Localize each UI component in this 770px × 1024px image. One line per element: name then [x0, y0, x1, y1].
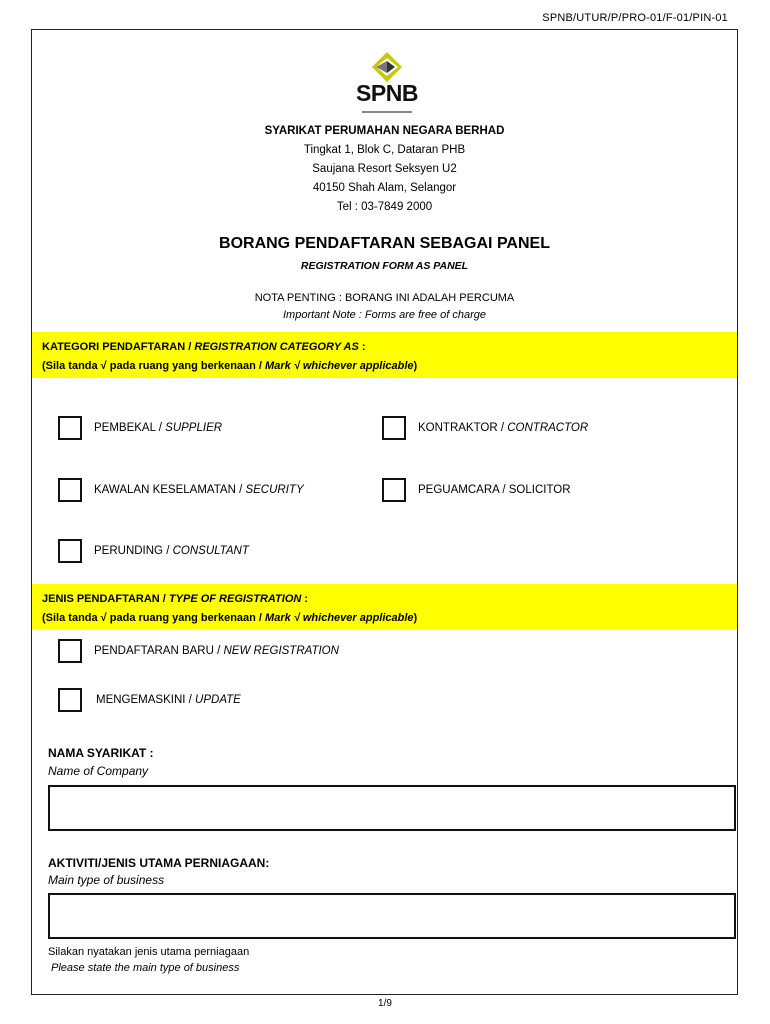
option-label: KAWALAN KESELAMATAN / SECURITY	[94, 484, 304, 496]
business-type-label-en: Main type of business	[48, 873, 165, 887]
company-name-field[interactable]	[48, 785, 736, 831]
checkbox-solicitor[interactable]	[382, 478, 406, 502]
category-option-consultant[interactable]	[58, 539, 249, 563]
logo-wordmark: SPNB	[356, 80, 418, 106]
category-option-contractor[interactable]	[382, 416, 588, 440]
form-title: BORANG PENDAFTARAN SEBAGAI PANEL	[219, 235, 550, 252]
category-option-supplier[interactable]	[58, 416, 222, 440]
checkbox-consultant[interactable]	[58, 539, 82, 563]
registration-type-heading: JENIS PENDAFTARAN / TYPE OF REGISTRATION :	[42, 593, 309, 605]
option-label: PENDAFTARAN BARU / NEW REGISTRATION	[94, 645, 339, 657]
option-label: MENGEMASKINI / UPDATE	[96, 694, 241, 706]
company-name-label-en: Name of Company	[48, 764, 149, 778]
registration-option-new[interactable]	[58, 639, 339, 663]
checkbox-update[interactable]	[58, 688, 82, 712]
important-note: NOTA PENTING : BORANG INI ADALAH PERCUMA	[254, 292, 515, 304]
address-line-1: Tingkat 1, Blok C, Dataran PHB	[303, 144, 466, 156]
page-number: 1/9	[378, 998, 392, 1009]
business-type-hint-en: Please state the main type of business	[51, 962, 240, 974]
category-section-header	[32, 332, 737, 378]
company-name-label: NAMA SYARIKAT :	[48, 746, 154, 760]
category-option-solicitor[interactable]	[382, 478, 571, 502]
registration-option-update[interactable]	[58, 688, 241, 712]
important-note-en: Important Note : Forms are free of charge	[283, 309, 486, 321]
registration-type-section-header	[32, 584, 737, 629]
business-type-hint: Silakan nyatakan jenis utama perniagaan	[48, 946, 250, 958]
address-line-2: Saujana Resort Seksyen U2	[312, 163, 457, 175]
category-instruction: (Sila tanda √ pada ruang yang berkenaan / Mark √ whichever applicable)	[42, 360, 418, 372]
logo-tagline-line	[362, 111, 412, 113]
category-option-security[interactable]	[58, 478, 304, 502]
option-label: PEMBEKAL / SUPPLIER	[94, 422, 223, 434]
spnb-logo	[352, 52, 442, 132]
company-name: SYARIKAT PERUMAHAN NEGARA BERHAD	[264, 125, 505, 137]
checkbox-security[interactable]	[58, 478, 82, 502]
form-page	[31, 29, 738, 995]
option-label: PEGUAMCARA / SOLICITOR	[418, 484, 571, 496]
option-label: KONTRAKTOR / CONTRACTOR	[418, 422, 589, 434]
address-line-3: 40150 Shah Alam, Selangor	[312, 182, 457, 194]
phone-line: Tel : 03-7849 2000	[336, 201, 433, 213]
option-label: PERUNDING / CONSULTANT	[94, 545, 249, 557]
checkbox-contractor[interactable]	[382, 416, 406, 440]
business-type-label: AKTIVITI/JENIS UTAMA PERNIAGAAN:	[48, 856, 270, 870]
checkbox-new-registration[interactable]	[58, 639, 82, 663]
form-subtitle: REGISTRATION FORM AS PANEL	[300, 260, 469, 272]
registration-type-instruction: (Sila tanda √ pada ruang yang berkenaan / Mark √ whichever applicable)	[42, 612, 418, 624]
checkbox-supplier[interactable]	[58, 416, 82, 440]
document-reference: SPNB/UTUR/P/PRO-01/F-01/PIN-01	[542, 12, 728, 24]
business-type-field[interactable]	[48, 893, 736, 939]
category-heading: KATEGORI PENDAFTARAN / REGISTRATION CATEGORY AS :	[42, 341, 366, 353]
